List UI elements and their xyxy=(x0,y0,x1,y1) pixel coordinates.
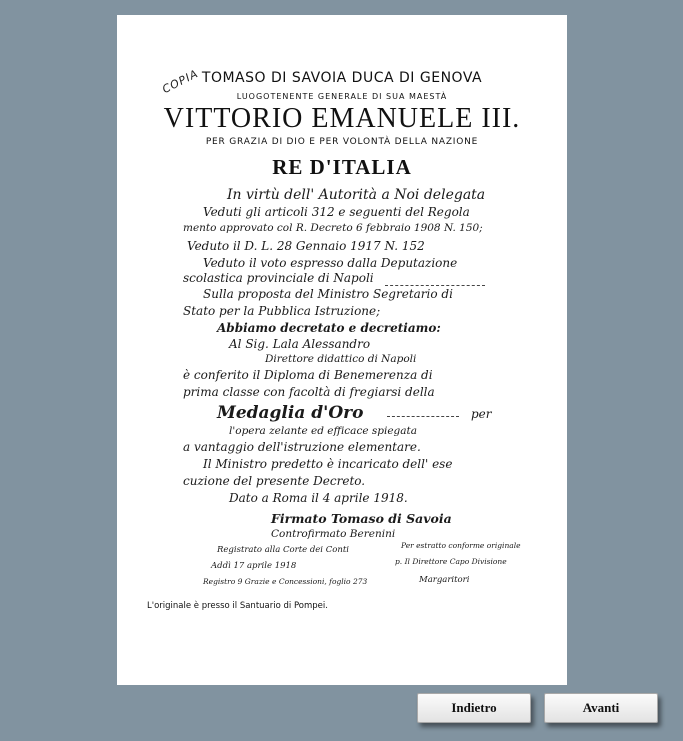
header-lieutenant: LUOGOTENENTE GENERALE DI SUA MAESTÀ xyxy=(236,92,448,101)
body-line: Il Ministro predetto è incaricato dell' ese xyxy=(203,457,453,471)
body-line: Abbiamo decretato e decretiamo: xyxy=(217,321,441,335)
signed-line: Firmato Tomaso di Savoia xyxy=(271,511,452,526)
body-line: cuzione del presente Decreto. xyxy=(183,474,366,488)
fill-dash xyxy=(387,416,459,417)
header-kingdom: RE D'ITALIA xyxy=(272,155,412,179)
certified-line: Per estratto conforme originale xyxy=(401,541,521,550)
body-line: Veduti gli articoli 312 e seguenti del Regola xyxy=(203,205,470,219)
body-line: scolastica provinciale di Napoli xyxy=(183,271,374,285)
date-line: Dato a Roma il 4 aprile 1918. xyxy=(229,491,408,505)
fill-dash xyxy=(385,285,485,286)
body-line: Veduto il D. L. 28 Gennaio 1917 N. 152 xyxy=(187,239,425,253)
document-sheet xyxy=(117,15,567,685)
medal-line: Medaglia d'Oro xyxy=(217,403,364,423)
header-king: VITTORIO EMANUELE III. xyxy=(163,103,521,134)
next-button[interactable]: Avanti xyxy=(544,693,658,723)
document-caption: L'originale è presso il Santuario di Pompei. xyxy=(147,601,328,611)
countersigned-line: Controfirmato Berenini xyxy=(271,528,396,540)
body-line: l'opera zelante ed efficace spiegata xyxy=(229,425,418,437)
body-line: In virtù dell' Autorità a Noi delegata xyxy=(227,187,486,203)
body-line: per xyxy=(471,407,492,421)
body-line: Stato per la Pubblica Istruzione; xyxy=(183,304,381,318)
copy-stamp: COPIA xyxy=(160,66,201,97)
back-button[interactable]: Indietro xyxy=(417,693,531,723)
recipient-line: Al Sig. Lala Alessandro xyxy=(229,337,371,351)
header-duke: TOMASO DI SAVOIA DUCA DI GENOVA xyxy=(201,70,483,86)
body-line: è conferito il Diploma di Benemerenza di xyxy=(183,368,433,382)
certified-signature: Margaritori xyxy=(419,575,470,585)
registered-line: Registro 9 Grazie e Concessioni, foglio 273 xyxy=(203,577,368,586)
certified-line: p. Il Direttore Capo Divisione xyxy=(395,557,507,566)
recipient-title: Direttore didattico di Napoli xyxy=(265,353,417,365)
body-line: prima classe con facoltà di fregiarsi della xyxy=(183,385,435,399)
body-line: a vantaggio dell'istruzione elementare. xyxy=(183,440,421,454)
registered-line: Registrato alla Corte dei Conti xyxy=(217,545,349,555)
body-line: Sulla proposta del Ministro Segretario di xyxy=(203,287,453,301)
body-line: mento approvato col R. Decreto 6 febbraio 1908 N. 150; xyxy=(183,222,483,234)
registered-line: Addì 17 aprile 1918 xyxy=(211,561,297,571)
body-line: Veduto il voto espresso dalla Deputazione xyxy=(203,256,458,270)
header-grace: PER GRAZIA DI DIO E PER VOLONTÀ DELLA NAZIONE xyxy=(205,137,479,147)
